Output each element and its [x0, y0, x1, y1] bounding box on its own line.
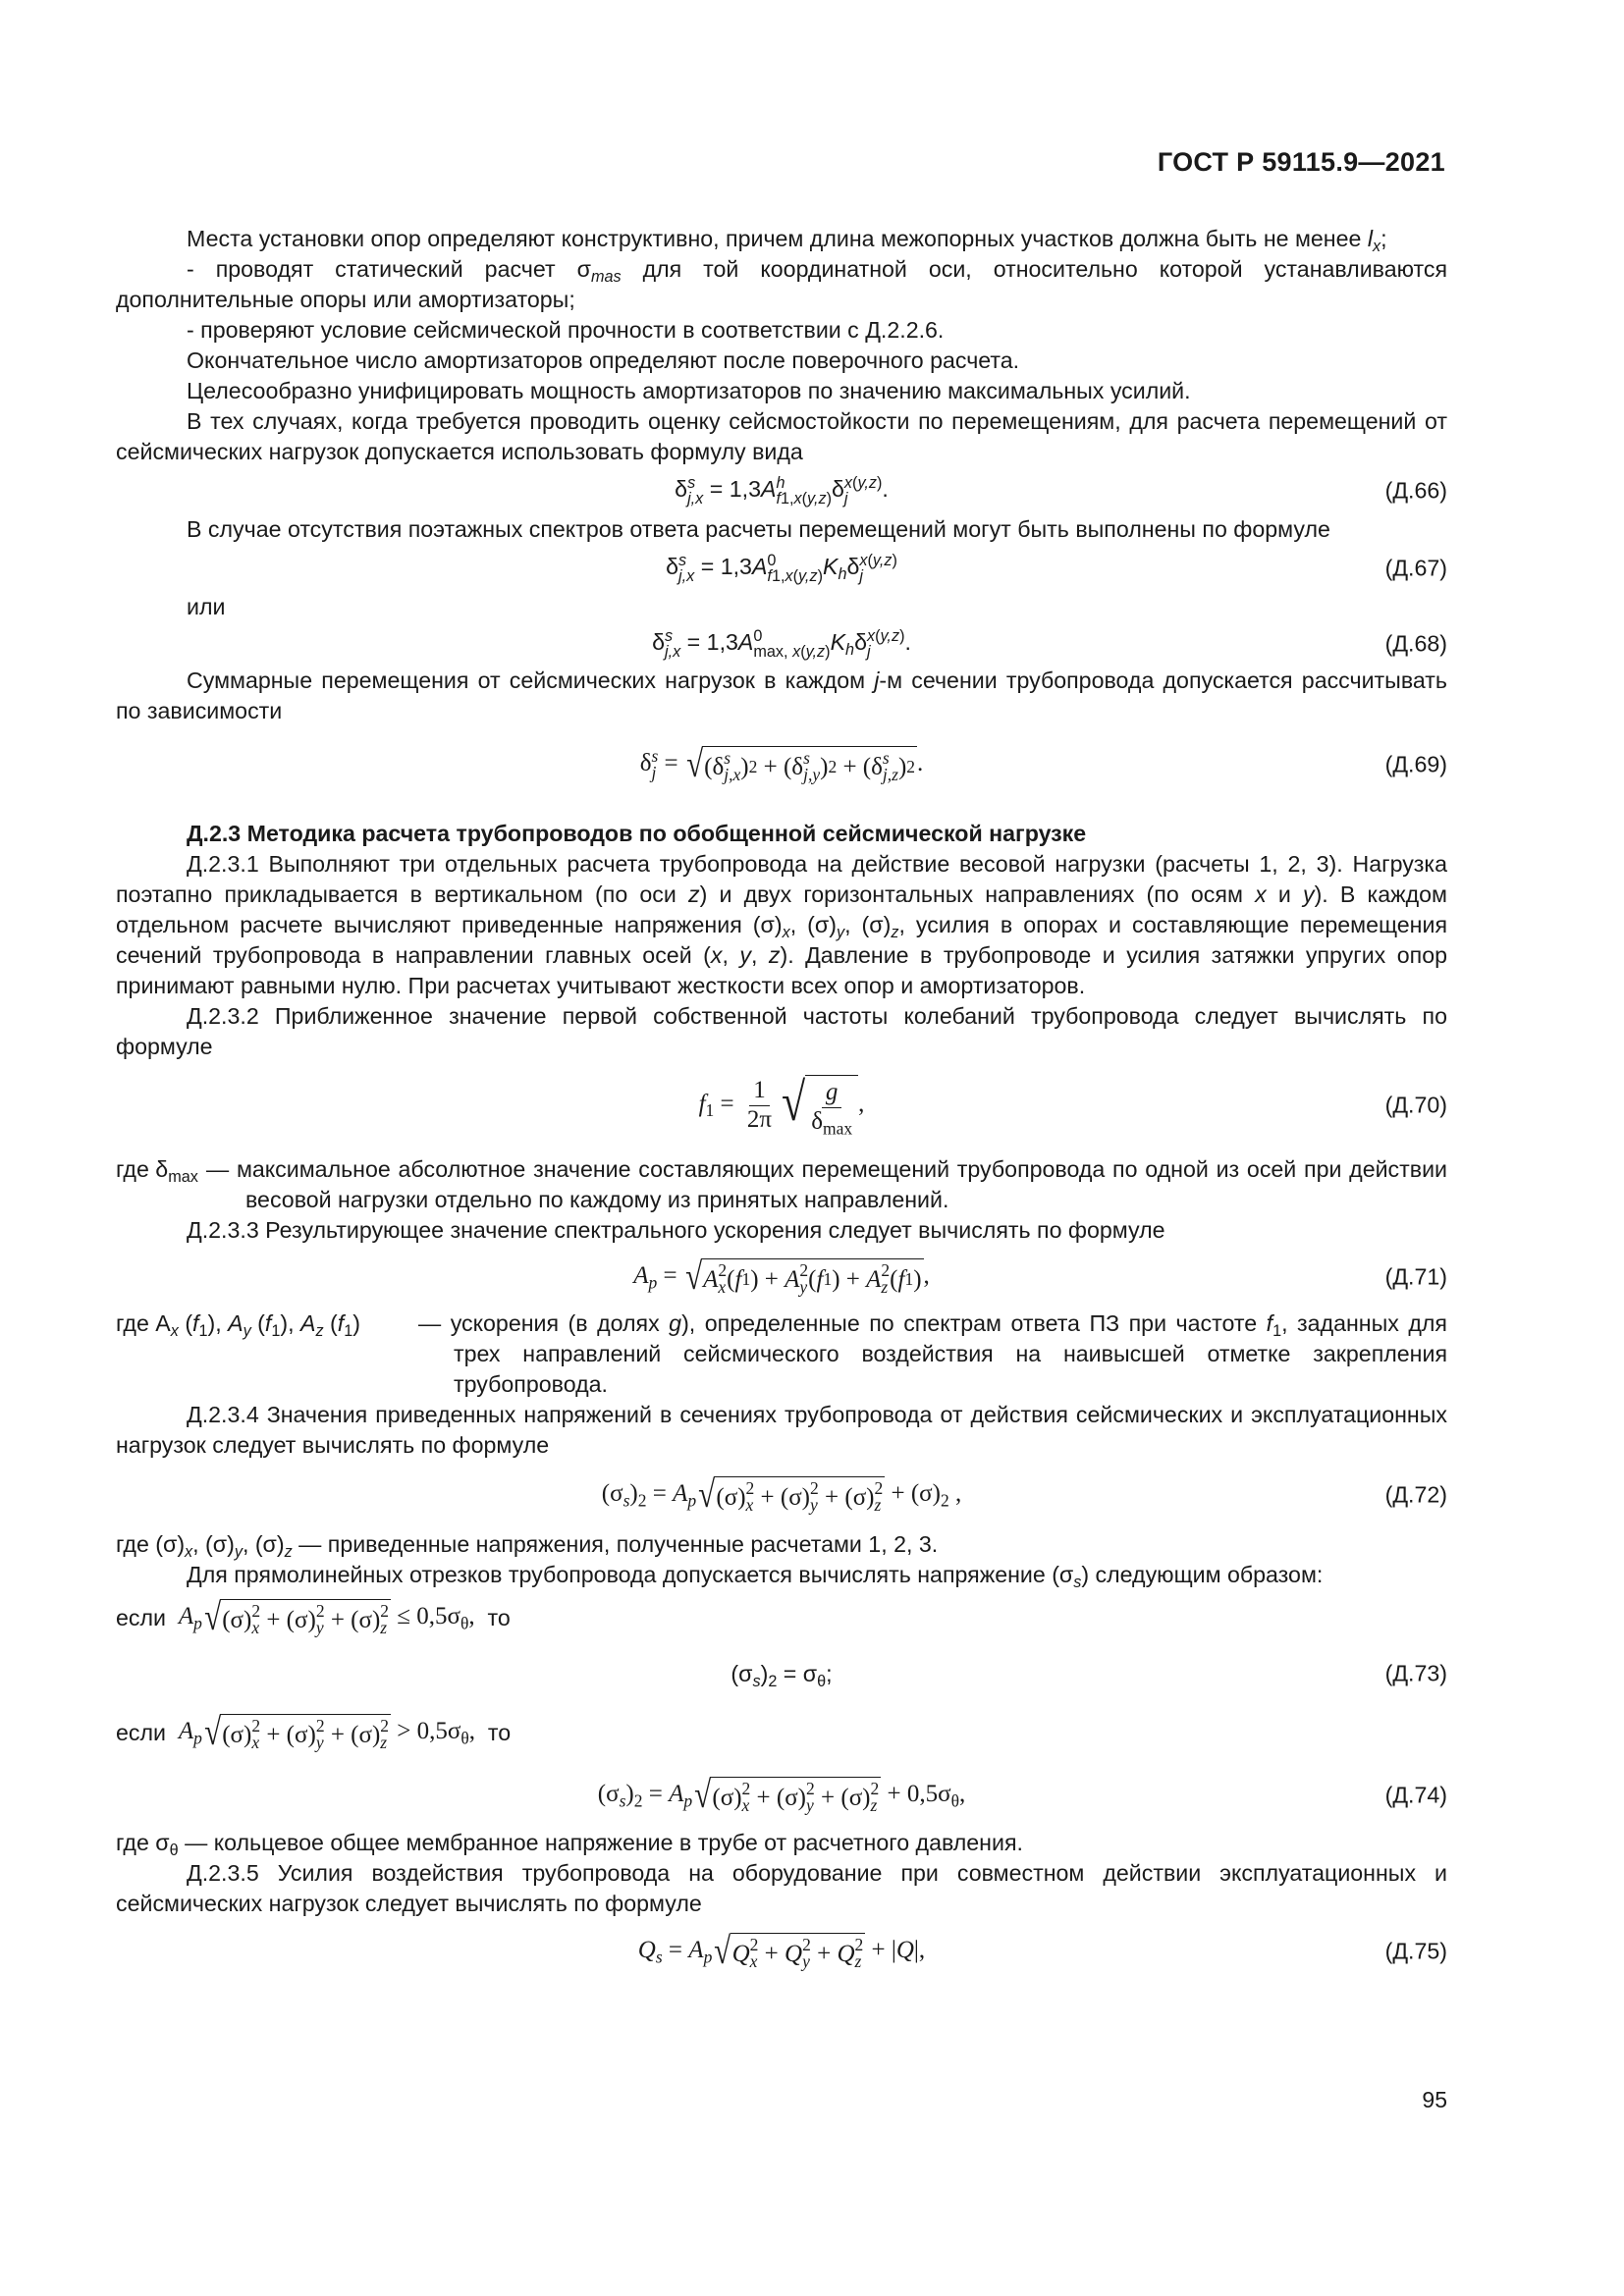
- paragraph: где $\sigma_\theta$ — кольцевое общее мембранное напряжение в трубе от расчетного давления.: [116, 1830, 1023, 1859]
- paragraph: - проводят статический расчет $\sigma_{mas}$ для той координатной оси, относительно которой устанавливаются дополнительные опоры или амортизаторы;: [116, 256, 1448, 312]
- paragraph: - проверяют условие сейсмической прочности в соответствии с Д.2.2.6.: [187, 317, 945, 343]
- equation-number: (Д.73): [1384, 1660, 1447, 1686]
- equation-number: (Д.67): [1384, 555, 1447, 581]
- equation-number: (Д.68): [1384, 630, 1447, 657]
- paragraph: Окончательное число амортизаторов определяют после поверочного расчета.: [187, 347, 1020, 373]
- equation-number: (Д.75): [1384, 1938, 1447, 1964]
- paragraph: Д.2.3.3 Результирующее значение спектрального ускорения следует вычислять по формуле: [187, 1217, 1165, 1243]
- equation-d69: δ s j = √ (δ s j,x ) 2 + (δ s j,y ) 2 + (δ s j,z ) 2 . (Д.69): [639, 742, 1447, 785]
- page-number: 95: [1422, 2087, 1447, 2112]
- equation-d71: $A_p$ = √ A 2 x ( f 1 ) + A 2 y ( f 1 ) + A 2 z ( f 1 ) , (Д.71): [633, 1255, 1447, 1298]
- paragraph: Д.2.3.1 Выполняют три отдельных расчета трубопровода на действие весовой нагрузки (расчеты 1, 2, 3). Нагрузка поэтапно прикладывается в вертикальном (по оси z) и двух горизонтальных направлениях (по осям x и y). В каждом отдельном расчете вычисляют приведенные напряжения $(\sigma)_x$, $(\sigma)_y$, $(\sigma)_z$, усилия в опорах и составляющие перемещения сечений трубопровода в направлении главных осей (x, y, z). Давление в трубопроводе и усилия затяжки упругих опор принимают равными нулю. При расчетах учитывают жесткости всех опор и амортизаторов.: [116, 851, 1447, 998]
- paragraph: Для прямолинейных отрезков трубопровода допускается вычислять напряжение $(\sigma_s)$ следующим образом:: [187, 1562, 1324, 1591]
- paragraph: Д.2.3.5 Усилия воздействия трубопровода на оборудование при совместном действии эксплуатационных и сейсмических нагрузок следует вычислять по формуле: [116, 1860, 1447, 1916]
- equation-d67: δ s j,x = 1,3A 0 f1,x(y,z) $K_h\delta$ x(y,z) j (Д.67): [666, 552, 1447, 586]
- equation-d66: δ s j,x = 1,3A h f1,x(y,z) δ x(y,z) j . (Д.66): [675, 474, 1447, 508]
- equation-d73: $(\sigma_s)_2 = \sigma_\theta$; (Д.73): [731, 1660, 1447, 1690]
- paragraph: Суммарные перемещения от сейсмических нагрузок в каждом j-м сечении трубопровода допускается рассчитывать по зависимости: [116, 667, 1447, 723]
- equation-d68: δ s j,x = 1,3A 0 max, x(y,z) $K_h\delta$ x(y,z) j . (Д.68): [652, 627, 1447, 662]
- paragraph: Целесообразно унифицировать мощность амортизаторов по значению максимальных усилий.: [187, 378, 1191, 403]
- equation-number: (Д.70): [1384, 1092, 1447, 1118]
- paragraph: Д.2.3.4 Значения приведенных напряжений в сечениях трубопровода от действия сейсмических и эксплуатационных нагрузок следует вычислять по формуле: [116, 1402, 1447, 1458]
- document-header: ГОСТ Р 59115.9—2021: [1157, 147, 1445, 177]
- page-content: [116, 224, 1447, 1984]
- equation-number: (Д.71): [1384, 1263, 1447, 1290]
- equation-number: (Д.69): [1384, 751, 1447, 777]
- paragraph: В тех случаях, когда требуется проводить оценку сейсмостойкости по перемещениям, для расчета перемещений от сейсмических нагрузок допускается использовать формулу вида: [116, 408, 1447, 464]
- paragraph: или: [187, 594, 226, 619]
- where-clause: где $A_x$ $(f_1)$, $A_y$ $(f_1)$, $A_z$ $(f_1)$ — ускорения (в долях g), определенные по спектрам ответа ПЗ при частоте $f_1$, заданных для трех направлений сейсмического воздействия на наивысшей отметке закрепления трубопровода.: [116, 1310, 1447, 1397]
- equation-d72: $(\sigma_s)_2 = A_p$ √ (σ) 2 x + (σ) 2 y + (σ) 2 z + $(\sigma)_2$ , (Д.72): [601, 1472, 1447, 1516]
- paragraph: В случае отсутствия поэтажных спектров ответа расчеты перемещений могут быть выполнены по формуле: [187, 516, 1330, 542]
- section-heading-d23: Д.2.3 Методика расчета трубопроводов по обобщенной сейсмической нагрузке: [187, 821, 1087, 846]
- equation-d70: $f_1$ = $\frac{1}{2\pi}$ √ $\frac{g}{\delta_{max}}$ , (Д.70): [698, 1071, 1447, 1138]
- paragraph: Д.2.3.2 Приближенное значение первой собственной частоты колебаний трубопровода следует вычислять по формуле: [116, 1003, 1447, 1059]
- condition-gt: если $A_p$ √ (σ) 2 x + (σ) 2 y + (σ) 2 z > $0,5\sigma_\theta$, то: [116, 1710, 512, 1753]
- paragraph: где $(\sigma)_x$, $(\sigma)_y$, $(\sigma)_z$ — приведенные напряжения, полученные расчетами 1, 2, 3.: [116, 1531, 939, 1561]
- equation-number: (Д.72): [1384, 1481, 1447, 1508]
- where-clause: где $\delta_{max}$ — максимальное абсолютное значение составляющих перемещений трубопровода по одной из осей при действии весовой нагрузки отдельно по каждому из принятых направлений.: [116, 1156, 1447, 1212]
- equation-number: (Д.66): [1384, 477, 1447, 504]
- paragraph: Места установки опор определяют конструктивно, причем длина межопорных участков должна быть не менее $l_x$;: [187, 226, 1387, 255]
- equation-d74: $(\sigma_s)_2 = A_p$ √ (σ) 2 x + (σ) 2 y + (σ) 2 z + $0,5\sigma_\theta$, (Д.74): [597, 1773, 1447, 1816]
- condition-le: если $A_p$ √ (σ) 2 x + (σ) 2 y + (σ) 2 z ≤ $0,5\sigma_\theta$, то: [116, 1595, 511, 1638]
- equation-d75: $Q_s = A_p$ √ Q 2 x + Q 2 y + Q 2 z + |Q|, (Д.75): [637, 1929, 1447, 1972]
- equation-number: (Д.74): [1384, 1782, 1447, 1808]
